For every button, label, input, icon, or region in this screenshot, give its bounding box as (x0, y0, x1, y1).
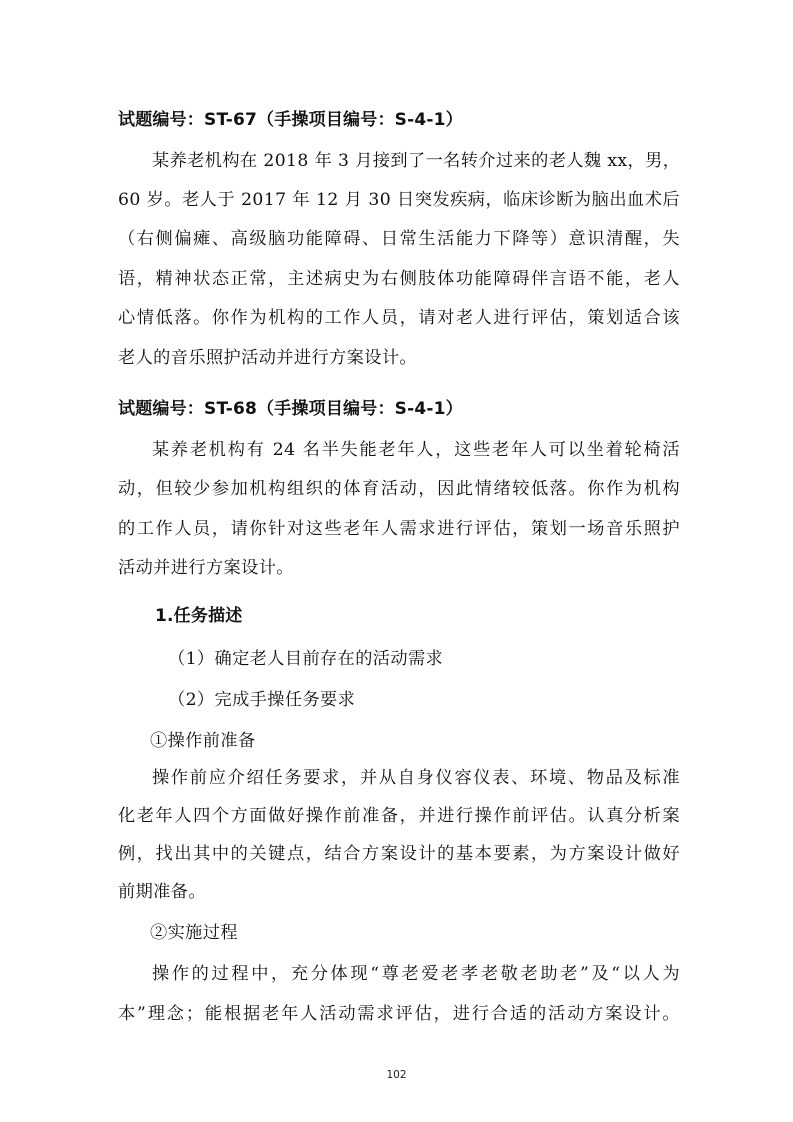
implementation-heading: ②实施过程 (150, 923, 238, 943)
paragraph-line: 60 岁。老人于 2017 年 12 月 30 日突发疾病，临床诊断为脑出血术后 (118, 190, 680, 210)
prep-heading: ①操作前准备 (150, 731, 256, 751)
task-item-1: （1）确定老人目前存在的活动需求 (168, 649, 444, 669)
paragraph-line: 操作前应介绍任务要求，并从自身仪容仪表、环境、物品及标准 (152, 768, 680, 788)
question-68-title: 试题编号：ST-68（手操项目编号：S-4-1） (118, 399, 463, 419)
paragraph-line: 老人的音乐照护活动并进行方案设计。 (118, 348, 417, 368)
paragraph-line: 动，但较少参加机构组织的体育活动，因此情绪较低落。你作为机构 (118, 479, 680, 499)
task-description-heading: 1.任务描述 (155, 606, 243, 626)
paragraph-line: 例，找出其中的关键点，结合方案设计的基本要素，为方案设计做好 (118, 844, 680, 864)
paragraph-line: 心情低落。你作为机构的工作人员，请对老人进行评估，策划适合该 (118, 308, 680, 328)
paragraph-line: （右侧偏瘫、高级脑功能障碍、日常生活能力下降等）意识清醒，失 (118, 229, 680, 249)
paragraph-line: 前期准备。 (118, 882, 206, 902)
paragraph-line: 语，精神状态正常，主述病史为右侧肢体功能障碍伴言语不能，老人 (118, 269, 680, 289)
paragraph-line: 的工作人员，请你针对这些老年人需求进行评估，策划一场音乐照护 (118, 519, 680, 539)
paragraph-line: 本”理念；能根据老年人活动需求评估，进行合适的活动方案设计。 (118, 1004, 680, 1024)
page-number: 102 (386, 1069, 407, 1081)
task-item-2: （2）完成手操任务要求 (168, 690, 356, 710)
paragraph-line: 操作的过程中，充分体现“尊老爱老孝老敬老助老”及“以人为 (152, 964, 680, 984)
paragraph-line: 某养老机构有 24 名半失能老年人，这些老年人可以坐着轮椅活 (152, 440, 680, 460)
paragraph-line: 某养老机构在 2018 年 3 月接到了一名转介过来的老人魏 xx，男， (152, 151, 681, 171)
paragraph-line: 活动并进行方案设计。 (118, 558, 294, 578)
paragraph-line: 化老年人四个方面做好操作前准备，并进行操作前评估。认真分析案 (118, 806, 680, 826)
question-67-title: 试题编号：ST-67（手操项目编号：S-4-1） (118, 110, 463, 130)
